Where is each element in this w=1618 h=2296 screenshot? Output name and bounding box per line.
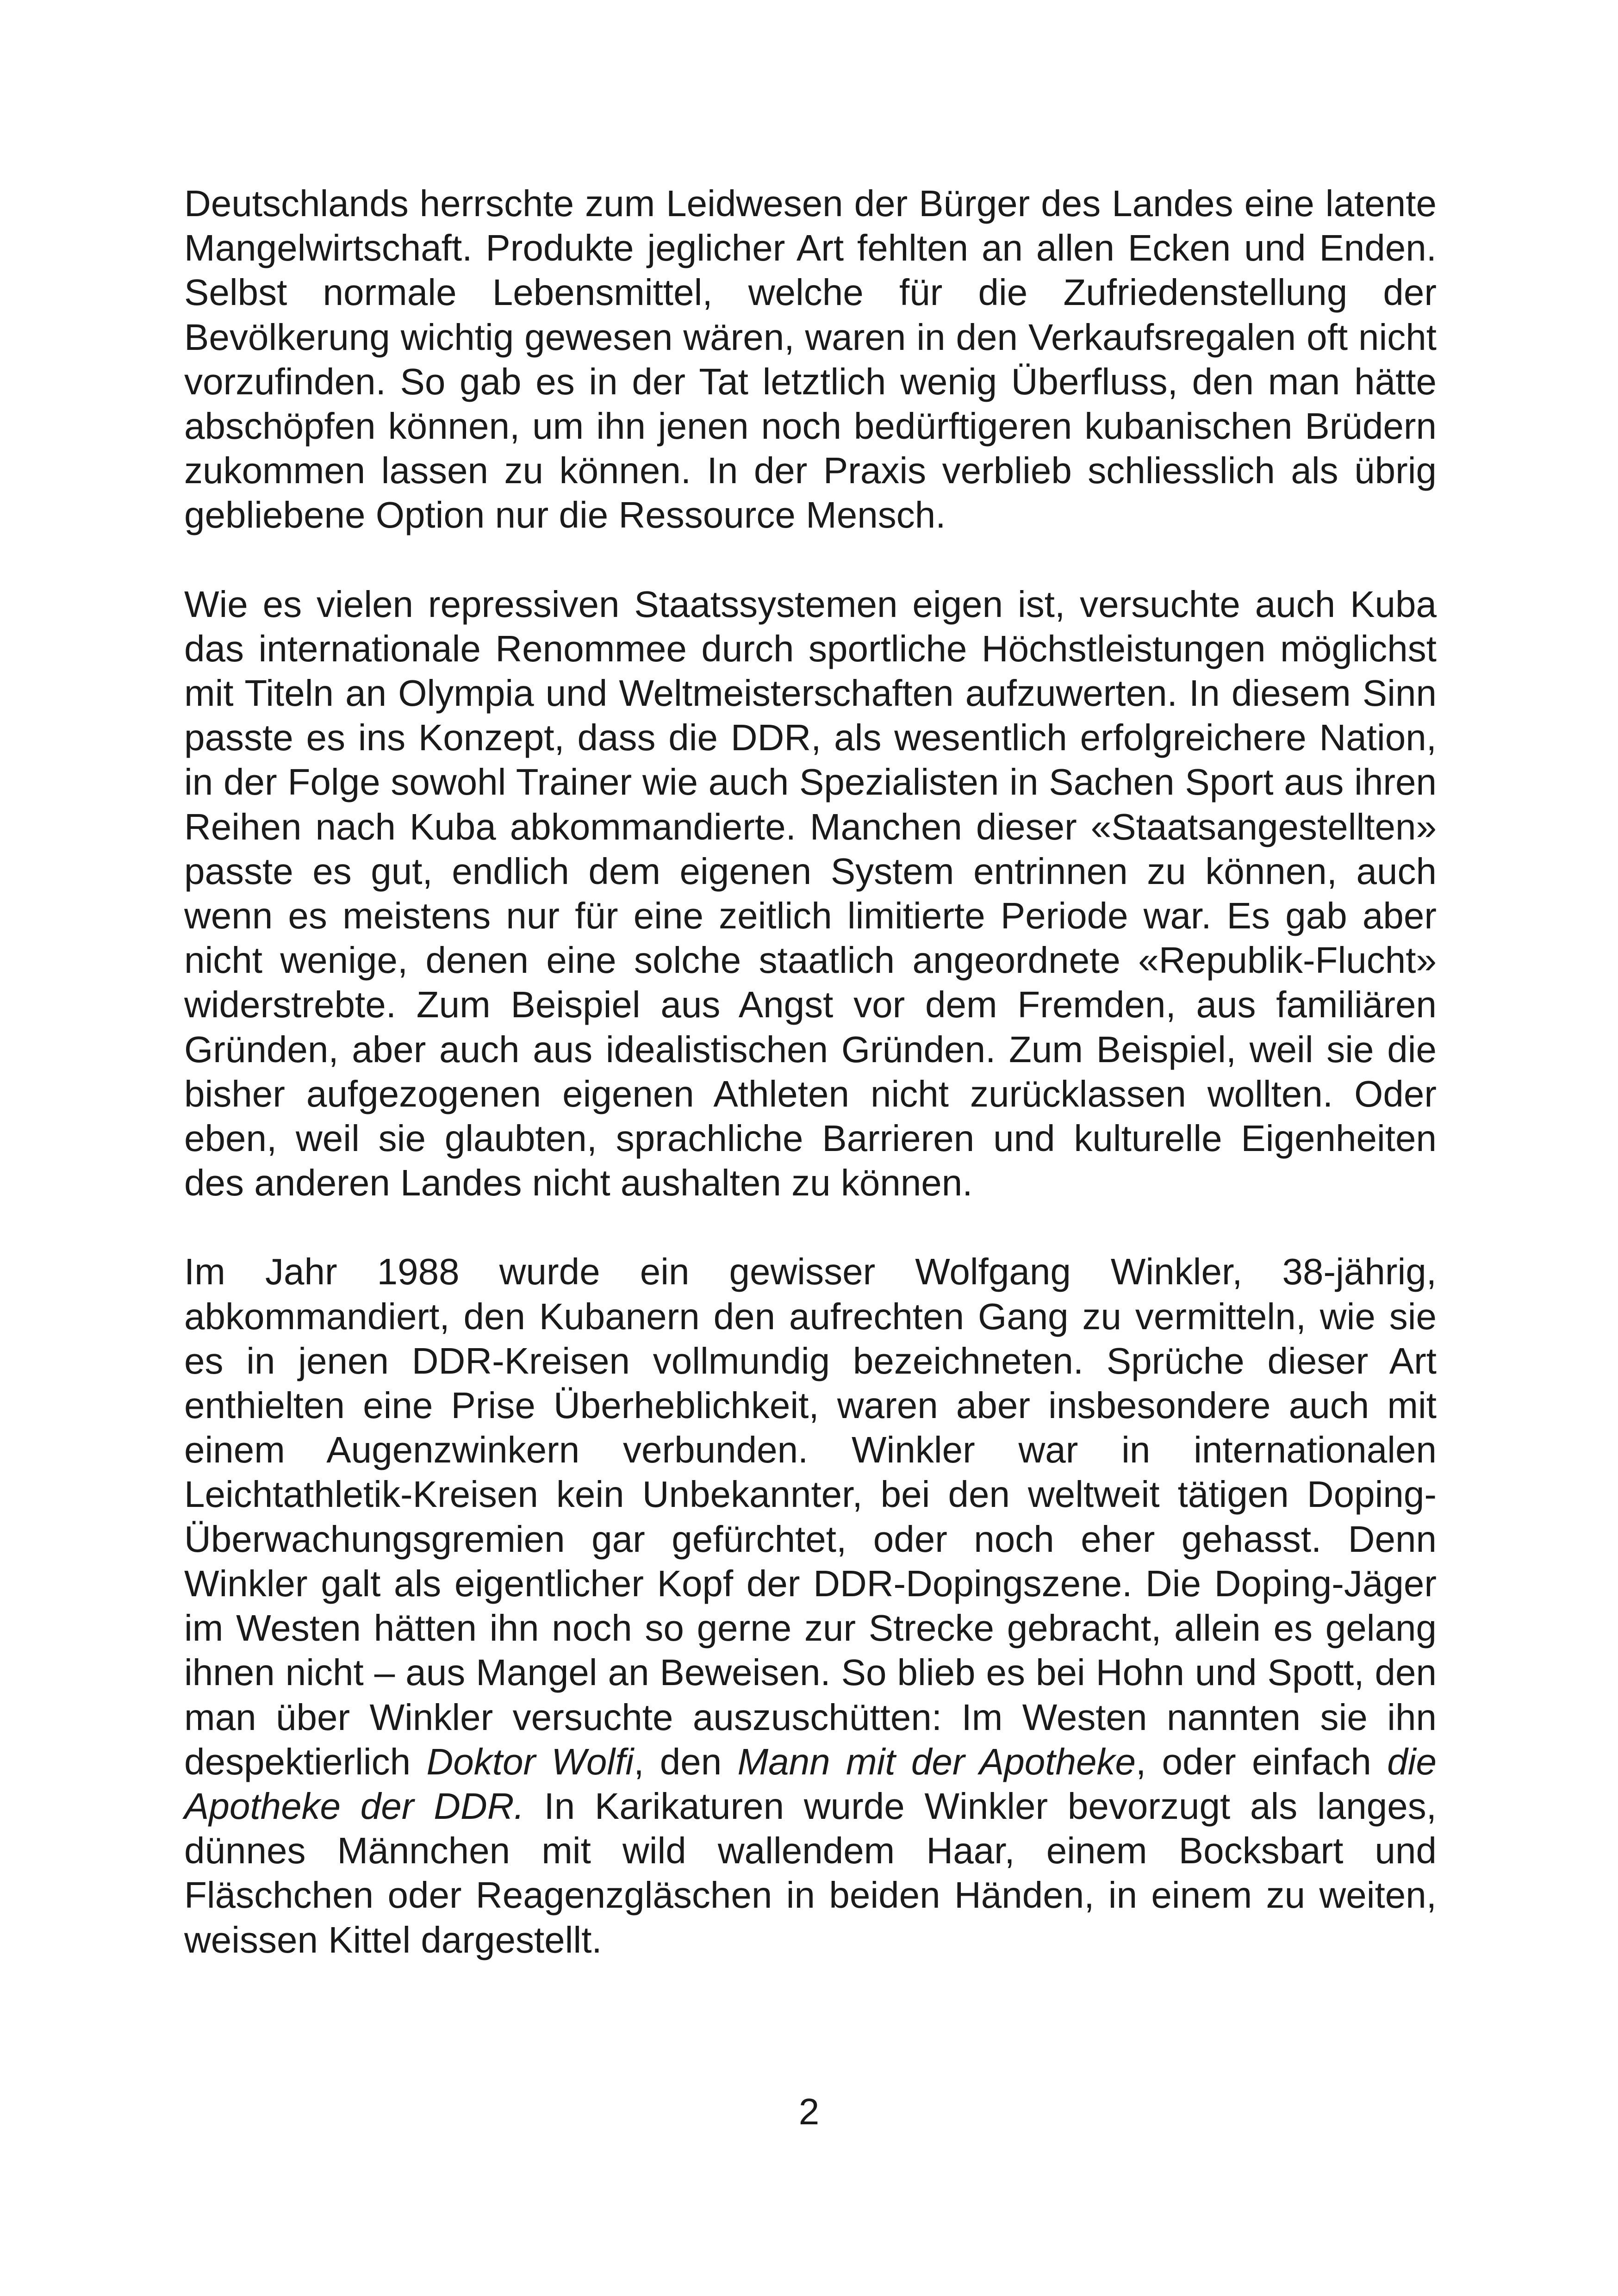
- paragraph-2: [184, 582, 1437, 1206]
- italic-nickname: die Apotheke der DDR.: [184, 1741, 1437, 1827]
- paragraph-text: , oder einfach: [1135, 1741, 1388, 1782]
- paragraph-text: In Karikaturen wurde Winkler bevorzugt als langes, dünnes Männchen mit wild wallendem Haar, einem Bocksbart und Fläschchen oder Reagenzgläschen in beiden Händen, in einem zu weiten, weissen Kittel dargestellt.: [184, 1785, 1437, 1960]
- italic-nickname: Doktor Wolfi: [426, 1741, 634, 1782]
- paragraph-3: [184, 1250, 1437, 1962]
- paragraph-text: , den: [634, 1741, 738, 1782]
- paragraph-text: Im Jahr 1988 wurde ein gewisser Wolfgang Winkler, 38-jährig, abkommandiert, den Kubanern den aufrechten Gang zu vermitteln, wie sie es in jenen DDR-Kreisen vollmundig bezeichneten. Sprüche dieser Art enthielten eine Prise Überheblichkeit, waren aber insbesondere auch mit einem Augenzwinkern verbunden. Winkler war in internationalen Leichtathletik-Kreisen kein Unbekannter, bei den weltweit tätigen Doping-Überwachungsgremien gar gefürchtet, oder noch eher gehasst. Denn Winkler galt als eigentlicher Kopf der DDR-Dopingszene. Die Doping-Jäger im Westen hätten ihn noch so gerne zur Strecke gebracht, allein es gelang ihnen nicht – aus Mangel an Beweisen. So blieb es bei Hohn und Spott, den man über Winkler versuchte auszuschütten: Im Westen nannten sie ihn despektierlich: [184, 1251, 1437, 1782]
- paragraph-text: Wie es vielen repressiven Staatssystemen eigen ist, versuchte auch Kuba das internationale Renommee durch sportliche Höchstleistungen möglichst mit Titeln an Olympia und Weltmeisterschaften aufzuwerten. In diesem Sinn passte es ins Konzept, dass die DDR, als wesentlich erfolgreichere Nation, in der Folge sowohl Trainer wie auch Spezialisten in Sachen Sport aus ihren Reihen nach Kuba abkommandierte. Manchen dieser «Staatsangestellten» passte es gut, endlich dem eigenen System entrinnen zu können, auch wenn es meistens nur für eine zeitlich limitierte Periode war. Es gab aber nicht wenige, denen eine solche staatlich angeordnete «Republik-Flucht» widerstrebte. Zum Beispiel aus Angst vor dem Fremden, aus familiären Gründen, aber auch aus idealistischen Gründen. Zum Beispiel, weil sie die bisher aufgezogenen eigenen Athleten nicht zurücklassen wollten. Oder eben, weil sie glaubten, sprachliche Barrieren und kulturelle Eigenheiten des anderen Landes nicht aushalten zu können.: [184, 583, 1437, 1204]
- paragraph-1: [184, 181, 1437, 538]
- paragraph-text: Deutschlands herrschte zum Leidwesen der Bürger des Landes eine latente Mangelwirtschaft. Produkte jeglicher Art fehlten an allen Ecken und Enden. Selbst normale Lebensmittel, welche für die Zufriedenstellung der Bevölkerung wichtig gewesen wären, waren in den Verkaufsregalen oft nicht vorzufinden. So gab es in der Tat letztlich wenig Überfluss, den man hätte abschöpfen können, um ihn jenen noch bedürftigeren kubanischen Brüdern zukommen lassen zu können. In der Praxis verblieb schliesslich als übrig gebliebene Option nur die Ressource Mensch.: [184, 183, 1437, 536]
- italic-nickname: Mann mit der Apotheke: [737, 1741, 1136, 1782]
- page-number: 2: [798, 2091, 820, 2132]
- body-text: [184, 181, 1437, 1962]
